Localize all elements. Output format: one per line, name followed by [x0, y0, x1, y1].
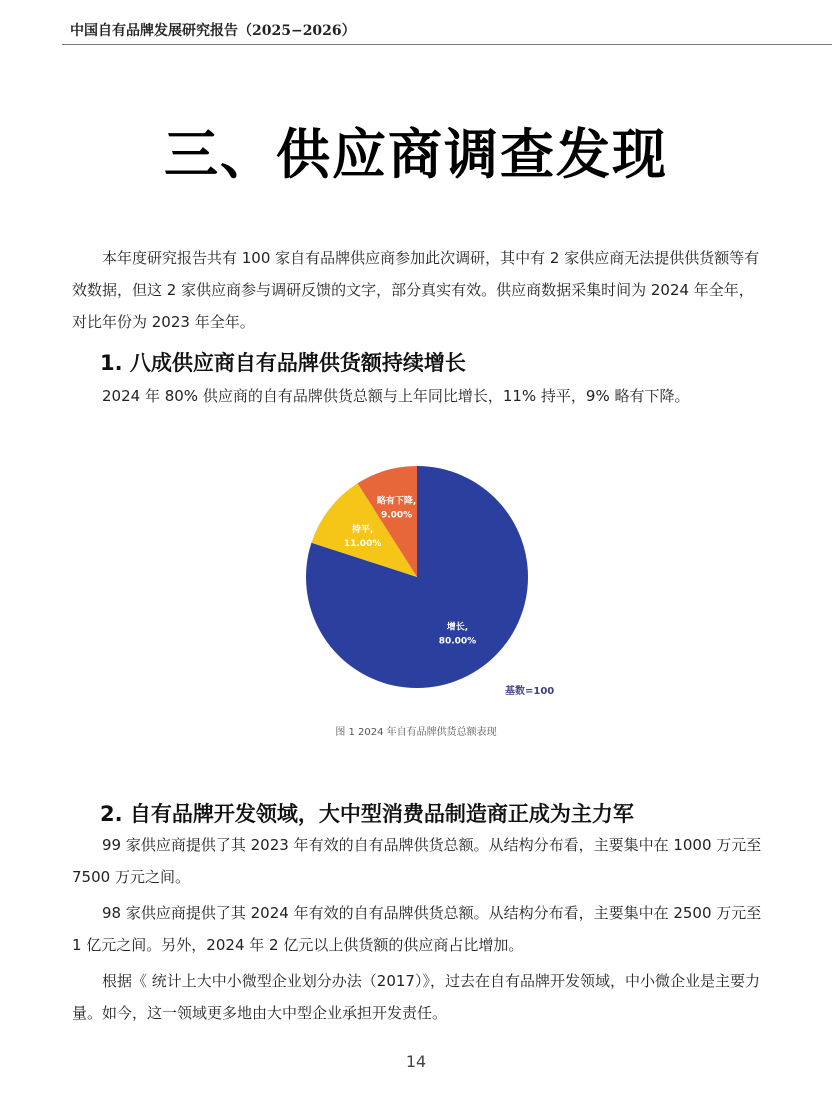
- running-header: 中国自有品牌发展研究报告（2025−2026）: [70, 23, 356, 39]
- pie-value-growth: 80.00%: [438, 636, 477, 647]
- page-number: 14: [405, 1052, 427, 1071]
- intro-paragraph: 本年度研究报告共有 100 家自有品牌供应商参加此次调研，其中有 2 家供应商无法提供供货额等有效数据，但这 2 家供应商参与调研反馈的文字，部分真实有效。供应商数据采集时间为 2024 年全年，对比年份为 2023 年全年。: [72, 249, 760, 331]
- section-2-heading: 2. 自有品牌开发领域，大中型消费品制造商正成为主力军: [100, 802, 634, 826]
- section-1-heading: 1. 八成供应商自有品牌供货额持续增长: [100, 351, 466, 375]
- section-title: 三、供应商调查发现: [164, 123, 668, 186]
- pie-label-decline: 略有下降,: [376, 496, 417, 507]
- section-2-paragraph-2: 98 家供应商提供了其 2024 年有效的自有品牌供货总额。从结构分布看，主要集中在 2500 万元至 1 亿元之间。另外，2024 年 2 亿元以上供货额的供应商占比增加。: [72, 904, 762, 954]
- figure-caption: 图 1 2024 年自有品牌供货总额表现: [335, 727, 497, 738]
- header-divider: [62, 44, 832, 45]
- section-2-paragraph-1: 99 家供应商提供了其 2023 年有效的自有品牌供货总额。从结构分布看，主要集中在 1000 万元至 7500 万元之间。: [72, 836, 762, 886]
- pie-chart: [0, 450, 832, 710]
- pie-slices: [306, 466, 528, 688]
- pie-label-growth: 增长,: [446, 622, 469, 633]
- section-1-paragraph: 2024 年 80% 供应商的自有品牌供货总额与上年同比增长，11% 持平，9% 略有下降。: [102, 387, 690, 405]
- pie-value-decline: 9.00%: [380, 510, 413, 521]
- pie-label-flat: 持平,: [351, 524, 374, 535]
- section-2-paragraph-3: 根据《 统计上大中小微型企业划分办法（2017）》，过去在自有品牌开发领域，中小微企业是主要力量。如今，这一领域更多地由大中型企业承担开发责任。: [72, 972, 760, 1022]
- pie-value-flat: 11.00%: [343, 538, 382, 549]
- chart-base-note: 基数=100: [505, 686, 555, 697]
